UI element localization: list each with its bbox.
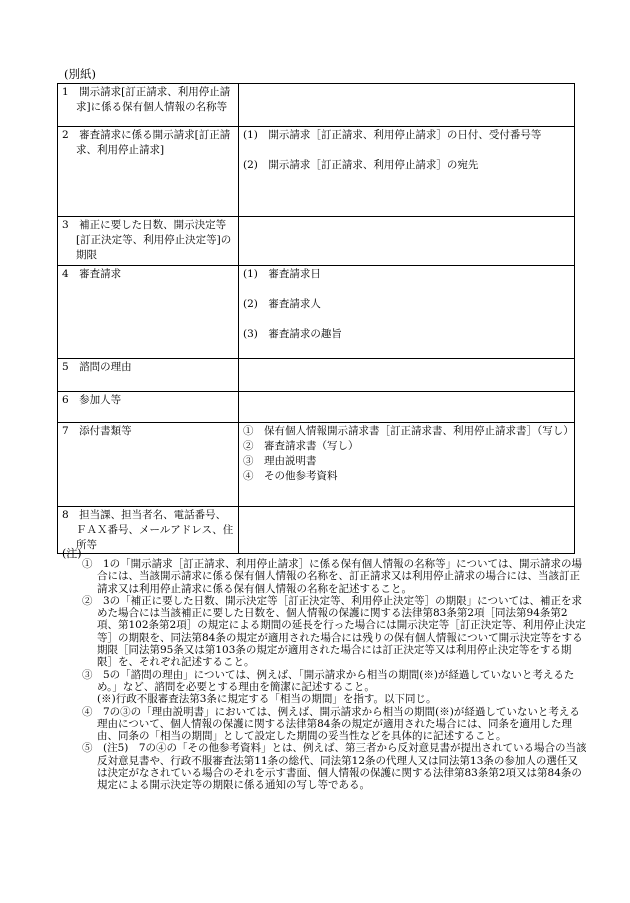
table-row — [58, 507, 575, 554]
row-label-cell — [58, 217, 239, 266]
list-item: (1) 審査請求日 — [243, 268, 321, 280]
table-row — [58, 423, 575, 507]
list-item: (2) 開示請求［訂正請求、利用停止請求］の宛先 — [243, 159, 479, 171]
row-label: 1 開示請求[訂正請求、利用停止請求]に係る保有個人情報の名称等 — [62, 86, 231, 113]
row-label: 6 参加人等 — [62, 394, 122, 406]
row-label: 7 添付書類等 — [62, 425, 132, 437]
row-content-cell — [239, 359, 575, 392]
note-subnote: (※)行政不服審査法第3条に規定する「相当の期間」を指す。以下同じ。 — [97, 693, 437, 706]
form-table — [57, 83, 575, 554]
row-label-cell — [58, 507, 239, 554]
row-label: 3 補正に要した日数、開示決定等[訂正決定等、利用停止決定等]の期限 — [62, 219, 232, 261]
row-label: 2 審査請求に係る開示請求[訂正請求、利用停止請求] — [62, 129, 231, 156]
list-item: ② 審査請求書（写し） — [243, 440, 359, 452]
row-label-cell — [58, 266, 239, 359]
row-content-cell — [239, 127, 575, 217]
list-item: (3) 審査請求の趣旨 — [243, 328, 342, 340]
row-content-cell — [239, 217, 575, 266]
row-content-cell — [239, 423, 575, 507]
list-item: ④ その他参考資料 — [243, 470, 338, 482]
notes-section — [82, 558, 587, 792]
list-item: (1) 開示請求［訂正請求、利用停止請求］の日付、受付番号等 — [243, 129, 542, 141]
notes-heading: (注) — [62, 547, 82, 560]
table-row — [58, 217, 575, 266]
row-label-cell — [58, 84, 239, 127]
row-label-cell — [58, 127, 239, 217]
table-row — [58, 359, 575, 392]
note-item: ② 3の「補正に要した日数、開示決定等［訂正決定等、利用停止決定等］の期限」については、補正を求めた場合には当該補正に要した日数を、個人情報の保護に関する法律第83条第2項［同法第94条第2項、第102条第2項］の規定による期間の延長を行った場合には開示決定等［訂正決定等、利用停止決定等］の期限を、同法第84条の規定が適用された場合には残りの保有個人情報について開示決定等をする期限［同法第95条又は第103条の規定が適用された場合には訂正決定等又は利用停止決定等をする期限］を、それぞれ記述すること。 — [82, 594, 586, 669]
row-label: 8 担当課、担当者名、電話番号、ＦＡＸ番号、メールアドレス、住所等 — [62, 509, 234, 551]
list-item: (2) 審査請求人 — [243, 298, 321, 310]
table-row — [58, 266, 575, 359]
note-item: ④ 7の③の「理由説明書」においては、例えば、開示請求から相当の期間(※)が経過していないと考える理由について、個人情報の保護に関する法律第84条の規定が適用された場合には、同条を適用した理由、同条の「相当の期間」として設定した期間の妥当性などを具体的に記述すること。 — [82, 705, 580, 743]
table-row — [58, 84, 575, 127]
row-content-cell — [239, 392, 575, 423]
table-row — [58, 392, 575, 423]
row-label-cell — [58, 392, 239, 423]
list-item: ① 保有個人情報開示請求書［訂正請求書、利用停止請求書］（写し） — [243, 425, 574, 437]
note-item: ① 1の「開示請求［訂正請求、利用停止請求］に係る保有個人情報の名称等」については、開示請求の場合には、当該開示請求に係る保有個人情報の名称を、訂正請求又は利用停止請求の場合には、当該訂正請求又は利用停止請求に係る保有個人情報の名称を記述すること。 — [82, 558, 582, 595]
row-content-cell — [239, 84, 575, 127]
note-item: ⑤ (注5) 7の④の「その他参考資料」とは、例えば、第三者から反対意見書が提出されている場合の当該反対意見書や、行政不服審査法第11条の総代、同法第12条の代理人又は同法第13条の参加人の選任又は決定がなされている場合のそれを示す書面、個人情報の保護に関する法律第83条第2項又は第84条の規定による開示決定等の期限に係る通知の写し等である。 — [82, 742, 587, 792]
note-item: ③ 5の「諮問の理由」については、例えば、「開示請求から相当の期間(※)が経過していないと考えるため。」など、諮問を必要とする理由を簡潔に記述すること。 — [82, 668, 575, 693]
row-label-cell — [58, 423, 239, 507]
table-row — [58, 127, 575, 217]
list-item: ③ 理由説明書 — [243, 455, 317, 467]
row-content-cell — [239, 266, 575, 359]
row-label: 4 審査請求 — [62, 268, 122, 280]
page-label: (別紙) — [64, 67, 96, 81]
row-label-cell — [58, 359, 239, 392]
row-content-cell — [239, 507, 575, 554]
row-label: 5 諮問の理由 — [62, 361, 132, 373]
